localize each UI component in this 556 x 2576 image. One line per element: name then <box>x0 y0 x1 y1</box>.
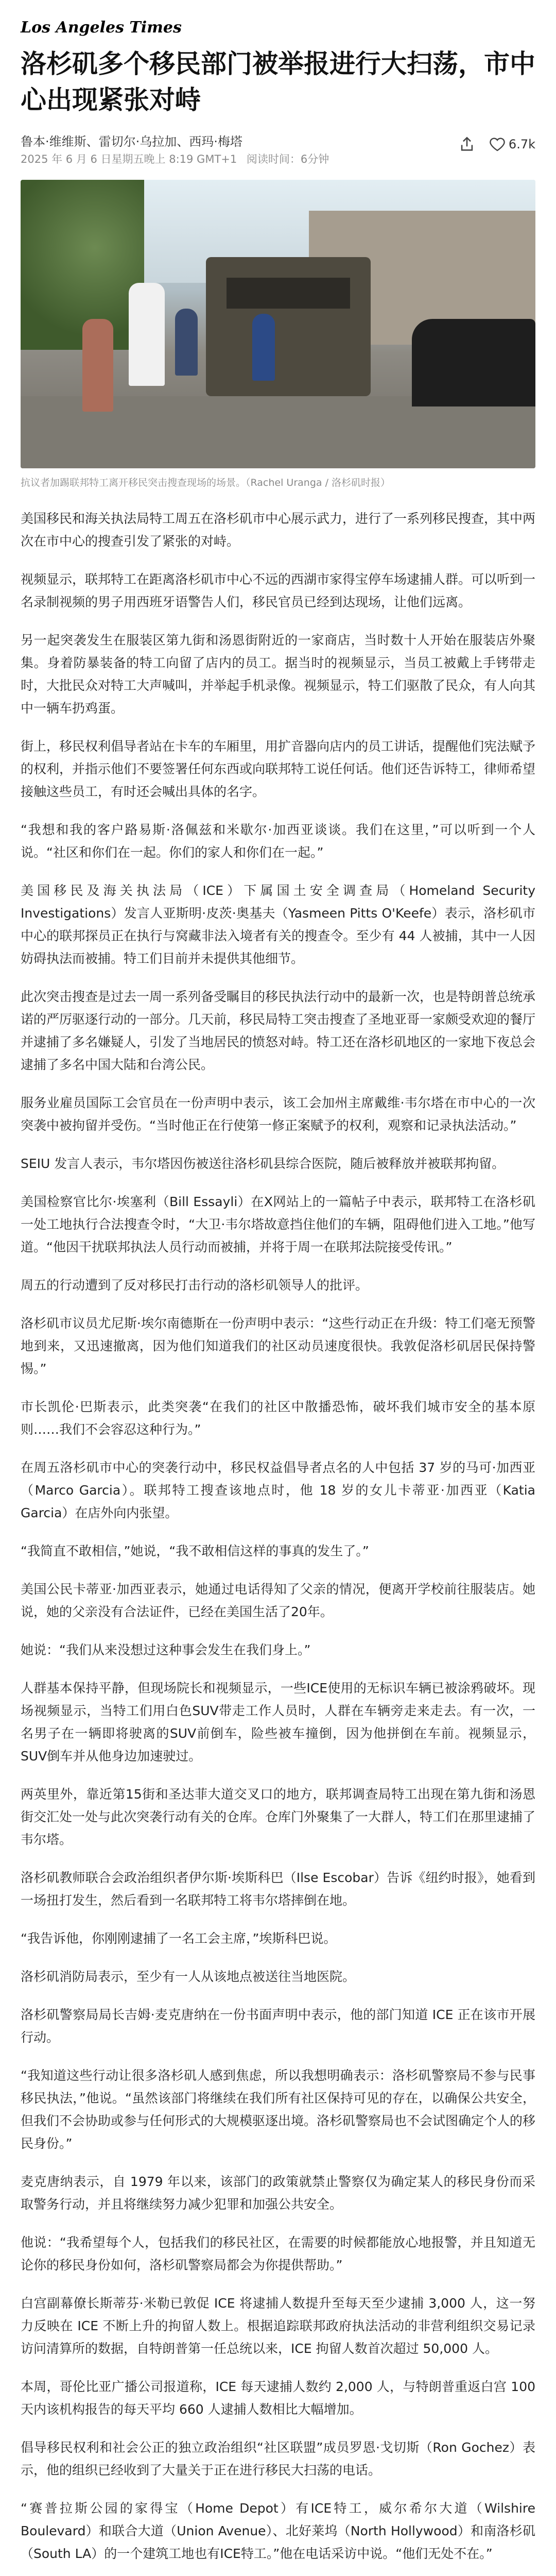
paragraph: 周五的行动遭到了反对移民打击行动的洛杉矶领导人的批评。 <box>21 1278 369 1293</box>
photo-person <box>82 319 113 412</box>
paragraph: 倡导移民权利和社会公正的独立政治组织“社区联盟”成员罗恩·戈切斯（Ron Gochez）表示，他的组织已经收到了大量关于正在进行移民大扫荡的电话。 <box>21 2440 535 2478</box>
publish-date: 2025 年 6 月 6 日星期五晚上 8:19 GMT+1 <box>21 153 237 165</box>
paragraph: 洛杉矶教师联合会政治组织者伊尔斯·埃斯科巴（Ilse Escobar）告诉《纽约时报》，她看到一场扭打发生，然后看到一名联邦特工将韦尔塔摔倒在地。 <box>21 1870 535 1908</box>
article-body <box>21 507 535 2576</box>
photo-caption: 抗议者加踢联邦特工离开移民突击搜查现场的场景。（Rachel Uranga / 洛杉矶时报） <box>21 477 391 488</box>
paragraph: 市长凯伦·巴斯表示，此类突袭“在我们的社区中散播恐怖，破坏我们城市安全的基本原则……我们不会容忍这种行为。” <box>21 1399 535 1437</box>
article-meta <box>21 151 335 167</box>
photo-car <box>412 319 535 406</box>
paragraph: 本周，哥伦比亚广播公司报道称，ICE 每天逮捕人数约 2,000 人，与特朗普重返白宫 100 天内该机构报告的每天平均 660 人逮捕人数相比大幅增加。 <box>21 2379 535 2417</box>
paragraph: 美国公民卡蒂亚·加西亚表示，她通过电话得知了父亲的情况，便离开学校前往服装店。她说，她的父亲没有合法证件，已经在美国生活了20年。 <box>21 1582 535 1619</box>
paragraph: 白宫副幕僚长斯蒂芬·米勒已敦促 ICE 将逮捕人数提升至每天至少逮捕 3,000 人，这一努力反映在 ICE 不断上升的拘留人数上。根据追踪联邦政府执法活动的非营利组织交易记录访问清算所的数据，自特朗普第一任总统以来，ICE 拘留人数首次超过 50,000 人。 <box>21 2296 535 2356</box>
byline-authors[interactable]: 鲁本·维维斯、雷切尔·乌拉加、西玛·梅塔 <box>21 134 242 149</box>
paragraph-text: 此次突击搜查是过去一周一系列备受瞩目的移民执法行动中的最新一次，也是特朗普总统承诺的严厉驱逐行动的一部分。几天前，移民局特工突击搜查了圣地亚哥一家颇受欢迎的餐厅并逮捕了多名嫌疑人，引发了当地居民的愤怒对峙。特工还在洛杉矶地区的一家地下夜总会逮捕了多名中国大陆和台湾公民。 <box>21 989 536 1072</box>
masthead-logo[interactable]: Los Angeles Times <box>21 19 182 37</box>
paragraph: 美国检察官比尔·埃塞利（Bill Essayli）在X网站上的一篇帖子中表示，联邦特工在洛杉矶一处工地执行合法搜查令时，“大卫·韦尔塔故意挡住他们的车辆，阻碍他们进入工地。”他写道。“他因干扰联邦执法人员行动而被捕，并将于周一在联邦法院接受传讯。” <box>21 1194 535 1255</box>
paragraph: 服务业雇员国际工会官员在一份声明中表示，该工会加州主席戴维·韦尔塔在市中心的一次突袭中被拘留并受伤。“当时他正在行使第一修正案赋予的权利，观察和记录执法活动。” <box>21 1095 535 1133</box>
byline-row <box>21 132 535 167</box>
paragraph: 美国移民及海关执法局（ICE）下属国土安全调查局（Homeland Security Investigations）发言人亚斯明·皮茨·奥基夫（Yasmeen Pitts O'Keefe）表示，洛杉矶市中心的联邦探员正在执行与窝藏非法入境者有关的搜查令。至少有 44 人被捕，其中一人因妨碍执法而被捕。特工们目前并未提供其他细节。 <box>21 883 535 966</box>
paragraph: 两英里外，靠近第15街和圣达菲大道交叉口的地方，联邦调查局特工出现在第九街和汤恩街交汇处一处与此次突袭行动有关的仓库。仓库门外聚集了一大群人，特工们在那里逮捕了韦尔塔。 <box>21 1787 536 1847</box>
heart-icon <box>489 136 506 152</box>
paragraph: 洛杉矶消防局表示，至少有一人从该地点被送往当地医院。 <box>21 1969 356 1984</box>
paragraph: 他说：“我希望每个人，包括我们的移民社区，在需要的时候都能放心地报警，并且知道无论你的移民身份如何，洛杉矶警察局都会为你提供帮助。” <box>21 2235 535 2273</box>
photo-person <box>252 314 275 381</box>
paragraph-with-links <box>21 986 535 1076</box>
paragraph: 洛杉矶市议员尤尼斯·埃尔南德斯在一份声明中表示：“这些行动正在升级：特工们毫无预警地到来，又迅速撤离，因为他们知道我们的社区动员速度很快。我敦促洛杉矶居民保持警惕。” <box>21 1316 535 1376</box>
hero-photo[interactable] <box>21 180 535 468</box>
photo-tree <box>21 180 144 350</box>
paragraph: “我想和我的客户路易斯·洛佩兹和米歇尔·加西亚谈谈。我们在这里，”可以听到一个人说。“社区和你们在一起。你们的家人和你们在一起。” <box>21 822 535 860</box>
paragraph: SEIU 发言人表示，韦尔塔因伤被送往洛杉矶县综合医院，随后被释放并被联邦拘留。 <box>21 1156 505 1171</box>
paragraph: “我告诉他，你刚刚逮捕了一名工会主席，”埃斯科巴说。 <box>21 1931 337 1946</box>
paragraph: “赛普拉斯公园的家得宝（Home Depot）有ICE特工，威尔希尔大道（Wilshire Boulevard）和联合大道（Union Avenue）、北好莱坞（North Hollywood）和南洛杉矶（South LA）的一个建筑工地也有ICE特工。”他在电话采访中说。“他们无处不在。” <box>21 2501 535 2561</box>
share-icon[interactable] <box>458 135 476 153</box>
paragraph: 她说：“我们从来没想过这种事会发生在我们身上。” <box>21 1642 311 1657</box>
paragraph: 另一起突袭发生在服装区第九街和汤恩街附近的一家商店，当时数十人开始在服装店外聚集。身着防暴装备的特工向留了店内的员工。据当时的视频显示，当员工被戴上手铐带走时，大批民众对特工大声喊叫，并举起手机录像。视频显示，特工们驱散了民众，有人向其中一辆车扔鸡蛋。 <box>21 633 536 716</box>
byline-block <box>21 132 335 167</box>
photo-person <box>129 283 165 386</box>
paragraph: 洛杉矶警察局局长吉姆·麦克唐纳在一份书面声明中表示，他的部门知道 ICE 正在该市开展行动。 <box>21 2007 535 2045</box>
paragraph: 美国移民和海关执法局特工周五在洛杉矶市中心展示武力，进行了一系列移民搜查，其中两次在市中心的搜查引发了紧张的对峙。 <box>21 511 536 549</box>
like-count: 6.7k <box>508 137 535 151</box>
reading-time: 阅读时间：6分钟 <box>246 153 329 165</box>
like-button[interactable] <box>489 136 535 152</box>
paragraph: 在周五洛杉矶市中心的突袭行动中，移民权益倡导者点名的人中包括 37 岁的马可·加西亚（Marco Garcia）。联邦特工搜查该地点时，他 18 岁的女儿卡蒂亚·加西亚（Katia Garcia）在店外向内张望。 <box>21 1460 535 1520</box>
paragraph: 麦克唐纳表示，自 1979 年以来，该部门的政策就禁止警察仅为确定某人的移民身份而采取警务行动，并且将继续努力减少犯罪和加强公共安全。 <box>21 2174 535 2212</box>
paragraph: 街上，移民权利倡导者站在卡车的车厢里，用扩音器向店内的员工讲话，提醒他们宪法赋予的权利，并指示他们不要签署任何东西或向联邦特工说任何话。他们还告诉特工，律师希望接触这些员工，有时还会喊出具体的名字。 <box>21 739 536 799</box>
article-headline: 洛杉矶多个移民部门被举报进行大扫荡，市中心出现紧张对峙 <box>21 49 535 115</box>
photo-armored-vehicle <box>206 257 371 396</box>
paragraph: “我简直不敢相信，”她说，“我不敢相信这样的事真的发生了。” <box>21 1544 369 1558</box>
article-actions <box>458 132 535 153</box>
paragraph: “我知道这些行动让很多洛杉矶人感到焦虑，所以我想明确表示：洛杉矶警察局不参与民事移民执法，”他说。“虽然该部门将继续在我们所有社区保持可见的存在，以确保公共安全，但我们不会协助或参与任何形式的大规模驱逐出境。洛杉矶警察局也不会试图确定个人的移民身份。” <box>21 2068 536 2151</box>
paragraph: 人群基本保持平静，但现场院长和视频显示，一些ICE使用的无标识车辆已被涂鸦破坏。现场视频显示，当特工们用白色SUV带走工作人员时，人群在车辆旁走来走去。有一次，一名男子在一辆即将驶离的SUV前倒车，险些被车撞倒，因为他拼倒在车前。视频显示，SUV倒车并从他身边加速驶过。 <box>21 1681 535 1764</box>
photo-person <box>175 309 198 376</box>
paragraph: 视频显示，联邦特工在距离洛杉矶市中心不远的西湖市家得宝停车场逮捕人群。可以听到一名录制视频的男子用西班牙语警告人们，移民官员已经到达现场，让他们远离。 <box>21 572 536 609</box>
